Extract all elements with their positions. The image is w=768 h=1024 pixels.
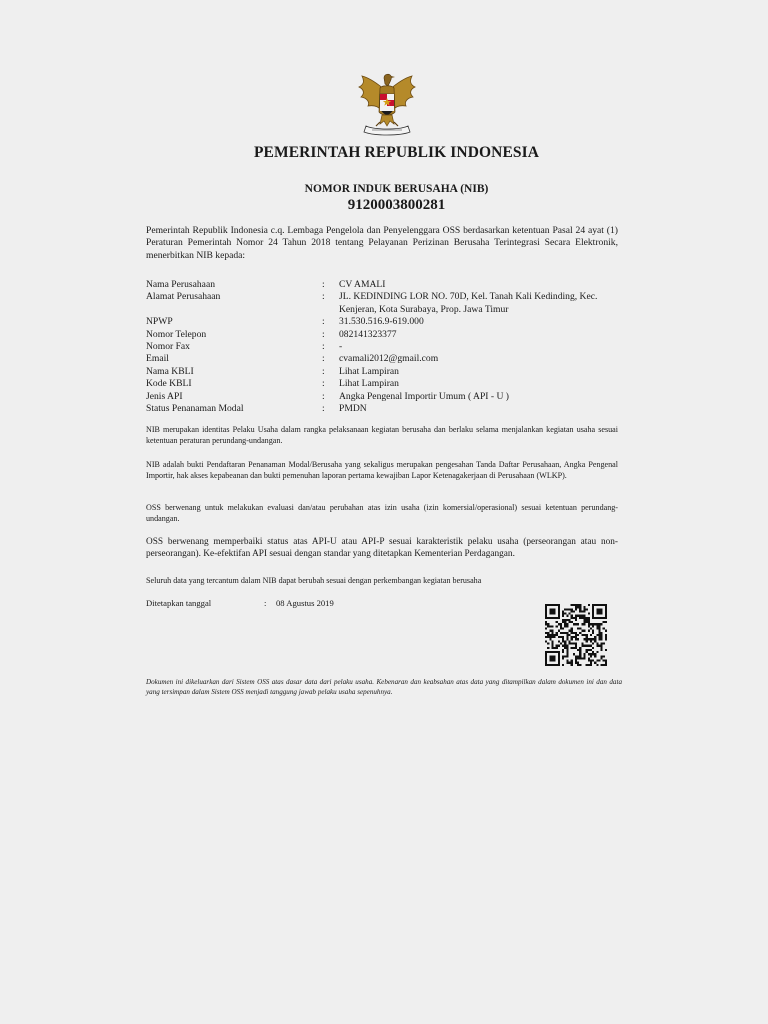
field-value: Angka Pengenal Importir Umum ( API - U ) (339, 390, 509, 402)
field-value: Lihat Lampiran (339, 378, 399, 390)
document-title: NOMOR INDUK BERUSAHA (NIB) (304, 183, 489, 195)
field-label: Status Penanaman Modal (146, 402, 244, 414)
field-investment-status (146, 403, 626, 415)
field-value: 31.530.516.9-619.000 (339, 316, 424, 328)
nib-number: 9120003800281 (347, 197, 446, 213)
field-value: cvamali2012@gmail.com (339, 353, 439, 365)
field-api-type (146, 391, 626, 403)
field-label: Nama Perusahaan (146, 279, 215, 290)
intro-paragraph: Pemerintah Republik Indonesia c.q. Lembaga Pengelola dan Penyelenggara OSS berdasarkan ketentuan Pasal 24 ayat (1) Peraturan Pemerintah Nomor 24 Tahun 2018 tentang Pelayanan Perizinan Berusaha Terintegrasi Secara Elektronik, menerbitkan NIB kepada: (146, 225, 618, 261)
field-label: Kode KBLI (146, 378, 192, 390)
field-value: 082141323377 (339, 328, 397, 340)
field-company-address (146, 291, 626, 316)
field-label: Jenis API (146, 390, 183, 402)
footer-disclaimer: Dokumen ini dikeluarkan dari Sistem OSS atas dasar data dari pelaku usaha. Kebenaran dan keabsahan atas data yang ditampilkan dalam dokumen ini dan data yang tersimpan dalam Sistem OSS menjadi tanggung jawab pelaku usaha sepenuhnya. (146, 678, 622, 696)
field-colon: : (322, 378, 325, 390)
issued-date-label: Ditetapkan tanggal (146, 598, 212, 608)
field-colon: : (322, 328, 325, 340)
paragraph-nib-identity: NIB merupakan identitas Pelaku Usaha dalam rangka pelaksanaan kegiatan berusaha dan berlaku selama menjalankan kegiatan usaha sesuai ketentuan peraturan perundang-undangan. (146, 425, 618, 445)
field-label: Nomor Telepon (146, 328, 207, 340)
field-label: Alamat Perusahaan (146, 291, 221, 303)
field-label: Nomor Fax (146, 340, 190, 352)
paragraph-nib-registration: NIB adalah bukti Pendaftaran Penanaman Modal/Berusaha yang sekaligus merupakan pengesahan Tanda Daftar Perusahaan, Angka Pengenal Importir, hak akses kepabeanan dan bukti pemenuhan laporan pertama kewajiban Lapor Ketenagakerjaan di Perusahaan (WLKP). (146, 460, 618, 480)
company-details-list (146, 279, 626, 415)
field-colon: : (322, 402, 325, 414)
qr-code-icon (543, 604, 609, 666)
field-label: Email (146, 353, 169, 365)
field-value: Lihat Lampiran (339, 365, 399, 377)
government-title: PEMERINTAH REPUBLIK INDONESIA (253, 144, 540, 161)
field-colon: : (322, 365, 325, 377)
garuda-pancasila-icon (356, 72, 418, 138)
field-kbli-code (146, 378, 626, 390)
field-colon: : (322, 279, 325, 290)
paragraph-oss-evaluation: OSS berwenang untuk melakukan evaluasi dan/atau perubahan atas izin usaha (izin komersial/operasional) sesuai ketentuan perundang-undangan. (146, 503, 618, 523)
field-email (146, 353, 626, 365)
paragraph-data-change: Seluruh data yang tercantum dalam NIB dapat berubah sesuai dengan perkembangan kegiatan berusaha (146, 576, 482, 585)
field-colon: : (322, 353, 325, 365)
field-fax (146, 341, 626, 353)
field-colon: : (322, 340, 325, 352)
issued-date-row (146, 598, 386, 610)
paragraph-oss-api-status: OSS berwenang memperbaiki status atas API-U atau API-P sesuai karakteristik pelaku usaha (perseorangan atau non-perseorangan). Ke-efektifan API sesuai dengan standar yang ditetapkan Kementerian Perdagangan. (146, 537, 618, 560)
field-label: NPWP (146, 316, 173, 328)
field-value: CV AMALI (339, 279, 386, 290)
field-phone (146, 329, 626, 341)
field-colon: : (322, 316, 325, 328)
issued-date-value: 08 Agustus 2019 (276, 598, 334, 608)
field-colon: : (322, 390, 325, 402)
field-colon: : (322, 291, 325, 303)
issued-date-colon: : (264, 598, 267, 608)
field-value: - (339, 340, 343, 352)
field-kbli-name (146, 366, 626, 378)
field-npwp (146, 316, 626, 328)
field-company-name (146, 279, 626, 291)
field-label: Nama KBLI (146, 365, 194, 377)
field-value: JL. KEDINDING LOR NO. 70D, Kel. Tanah Kali Kedinding, Kec. Kenjeran, Kota Surabaya, Prop. Jawa Timur (339, 291, 598, 315)
field-value: PMDN (339, 402, 367, 414)
